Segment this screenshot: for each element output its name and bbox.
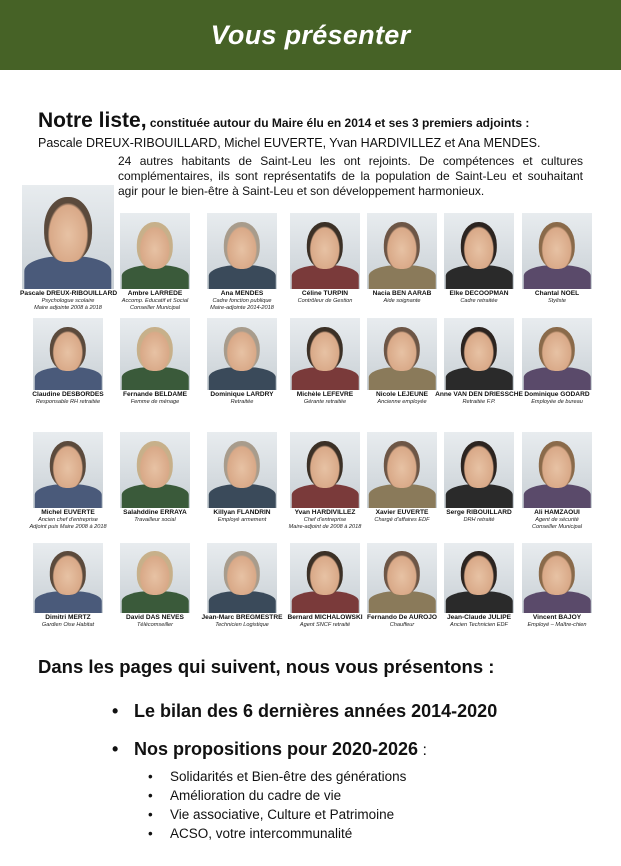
- portrait-face: [137, 327, 173, 372]
- portrait-face: [307, 222, 343, 269]
- candidate-card: [194, 213, 290, 312]
- candidate-name: Ana MENDES: [220, 290, 264, 297]
- portrait-face: [539, 222, 575, 269]
- adjoints-line: Pascale DREUX-RIBOUILLARD, Michel EUVERTE, Yvan HARDIVILLEZ et Ana MENDES.: [38, 136, 541, 150]
- bullet-propositions-colon: :: [418, 742, 427, 759]
- candidate-name: Claudine DESBORDES: [32, 391, 104, 398]
- candidate-card: [107, 213, 203, 312]
- portrait-face: [307, 551, 343, 594]
- candidate-name: Fernande BELDAME: [122, 391, 188, 398]
- candidate-role: DRH retraité: [463, 517, 495, 523]
- candidate-name: Michèle LEFEVRE: [296, 391, 354, 398]
- intro-heading: Notre liste,: [38, 109, 147, 132]
- portrait-face: [461, 222, 497, 269]
- candidate-role: Cadre retraitée: [460, 298, 498, 304]
- candidate-photo: [444, 543, 514, 613]
- bullet-propositions-text: Nos propositions pour 2020-2026: [134, 739, 419, 759]
- bullet-propositions: [112, 739, 427, 760]
- candidate-photo: [290, 318, 360, 390]
- portrait-face: [539, 551, 575, 594]
- candidate-card: [194, 543, 290, 629]
- candidate-photo: [33, 432, 103, 508]
- candidate-photo: [290, 213, 360, 289]
- candidate-role: Maire-adjoint de 2008 à 2018: [288, 524, 362, 530]
- candidate-role: Agent de sécurité: [535, 517, 579, 523]
- candidate-photo: [207, 213, 277, 289]
- candidate-name: Elke DECOOPMAN: [449, 290, 509, 297]
- candidate-name: Dominique LARDRY: [210, 391, 274, 398]
- candidate-photo: [522, 543, 592, 613]
- list-item: • Solidarités et Bien-être des générations: [148, 769, 407, 784]
- list-item: • Vie associative, Culture et Patrimoine: [148, 807, 395, 822]
- candidate-photo: [522, 432, 592, 508]
- candidate-photo: [207, 543, 277, 613]
- candidate-photo: [33, 318, 103, 390]
- candidate-name: Dimitri MERTZ: [45, 614, 91, 621]
- candidate-card: [194, 432, 290, 524]
- list-item: • ACSO, votre intercommunalité: [148, 826, 353, 841]
- candidate-name: Ali HAMZAOUI: [534, 509, 580, 516]
- candidate-name: Fernando De AUROJO: [366, 614, 438, 621]
- candidate-role: Employé – Maître-chien: [527, 622, 587, 628]
- bullet-dot-icon: •: [148, 788, 153, 803]
- intro-block: [38, 110, 598, 150]
- portrait-face: [539, 327, 575, 372]
- candidate-role: Chef d'entreprise: [303, 517, 347, 523]
- portrait-face: [137, 441, 173, 488]
- portrait-face: [224, 551, 260, 594]
- portrait-face: [224, 222, 260, 269]
- candidate-photo: [444, 318, 514, 390]
- portrait-face: [44, 197, 92, 261]
- candidate-role: Contrôleur de Gestion: [297, 298, 353, 304]
- candidate-name: Nicole LEJEUNE: [375, 391, 429, 398]
- candidate-name: Killyan FLANDRIN: [213, 509, 271, 516]
- candidate-card: [509, 318, 605, 406]
- pages-heading: Dans les pages qui suivent, nous vous présentons :: [38, 656, 495, 677]
- candidate-role: Aide soignante: [383, 298, 421, 304]
- candidate-role: Maire adjointe 2008 à 2018: [34, 305, 102, 311]
- candidate-name: Nacia BEN AARAB: [372, 290, 432, 297]
- intro-line: [38, 110, 598, 134]
- candidate-photo: [207, 318, 277, 390]
- candidate-photo: [120, 543, 190, 613]
- candidate-photo: [33, 543, 103, 613]
- candidate-role: Conseiller Municipal: [129, 305, 181, 311]
- candidate-name: Serge RIBOUILLARD: [446, 509, 512, 516]
- candidate-role: Responsable RH retraitée: [35, 399, 101, 405]
- candidate-name: Anne VAN DEN DRIESSCHE: [435, 391, 523, 398]
- candidate-card: [509, 213, 605, 305]
- candidate-role: Gardien Oise Habitat: [41, 622, 95, 628]
- candidate-photo: [120, 318, 190, 390]
- candidate-photo: [522, 213, 592, 289]
- candidate-photo: [444, 213, 514, 289]
- candidate-photo: [120, 432, 190, 508]
- candidate-name: Jean-Claude JULIPE: [446, 614, 512, 621]
- portrait-face: [384, 551, 420, 594]
- candidate-card: [509, 432, 605, 531]
- candidate-name: Vincent BAJOY: [532, 614, 582, 621]
- bullet-dot-icon: •: [148, 769, 153, 784]
- bullet-dot-icon: •: [148, 826, 153, 841]
- candidate-name: Céline TURPIN: [301, 290, 349, 297]
- candidate-name: Salahddine ERRAYA: [123, 509, 187, 516]
- portrait-face: [224, 441, 260, 488]
- candidate-photo: [367, 432, 437, 508]
- portrait-face: [137, 222, 173, 269]
- candidate-photo: [444, 432, 514, 508]
- bullet-bilan: [112, 701, 497, 722]
- bullet-dot-icon: •: [112, 701, 119, 721]
- portrait-face: [384, 441, 420, 488]
- candidate-role: Employée de bureau: [531, 399, 583, 405]
- portrait-face: [224, 327, 260, 372]
- candidate-photo: [290, 432, 360, 508]
- portrait-face: [461, 441, 497, 488]
- candidate-role: Accomp. Educatif et Social: [121, 298, 189, 304]
- candidate-card: [194, 318, 290, 406]
- candidate-photo: [367, 543, 437, 613]
- candidate-name: Chantal NOEL: [534, 290, 580, 297]
- candidate-name: Jean-Marc BREGMESTRE: [201, 614, 283, 621]
- candidate-name: Ambre LARREDE: [127, 290, 183, 297]
- candidate-role: Chauffeur: [389, 622, 415, 628]
- portrait-face: [50, 441, 86, 488]
- candidate-card: [107, 543, 203, 629]
- bullet-bilan-text: Le bilan des 6 dernières années 2014-2020: [134, 701, 498, 721]
- candidate-card: [20, 543, 116, 629]
- portrait-face: [137, 551, 173, 594]
- title-banner: [0, 0, 621, 70]
- candidate-photo: [367, 318, 437, 390]
- candidate-card: [20, 432, 116, 531]
- candidate-role: Cadre fonction publique: [212, 298, 272, 304]
- intro-heading-rest: constituée autour du Maire élu en 2014 et ses 3 premiers adjoints :: [146, 116, 530, 130]
- candidate-card: [107, 318, 203, 406]
- candidate-role: Styliste: [547, 298, 567, 304]
- candidate-photo: [22, 185, 114, 289]
- candidate-name: Dominique GODARD: [524, 391, 590, 398]
- candidate-role: Conseiller Municipal: [531, 524, 583, 530]
- portrait-face: [539, 441, 575, 488]
- candidate-role: Technicien Logistique: [215, 622, 269, 628]
- page-title: Vous présenter: [210, 19, 411, 50]
- candidate-role: Télécomseiller: [136, 622, 174, 628]
- candidate-role: Retraitée F.P.: [462, 399, 496, 405]
- portrait-face: [50, 551, 86, 594]
- candidate-card: [509, 543, 605, 629]
- candidate-role: Retraitée: [230, 399, 254, 405]
- candidate-role: Psychologue scolaire: [41, 298, 95, 304]
- candidate-name: Michel EUVERTE: [41, 509, 95, 516]
- candidate-photo: [367, 213, 437, 289]
- candidate-card: [107, 432, 203, 524]
- candidate-role: Ancien Technicien EDF: [450, 622, 508, 628]
- candidate-photo: [522, 318, 592, 390]
- portrait-face: [307, 441, 343, 488]
- candidate-name: Bernard MICHALOWSKI: [287, 614, 363, 621]
- candidate-role: Ancienne employée: [377, 399, 427, 405]
- portrait-face: [50, 327, 86, 372]
- candidate-photo: [207, 432, 277, 508]
- portrait-face: [461, 327, 497, 372]
- candidate-name: Yvan HARDIVILLEZ: [294, 509, 356, 516]
- bullet-dot-icon: •: [112, 739, 119, 759]
- candidate-name: Pascale DREUX-RIBOUILLARD: [20, 290, 118, 297]
- candidate-role: Travailleur social: [134, 517, 176, 523]
- list-item: • Amélioration du cadre de vie: [148, 788, 342, 803]
- candidate-role: Femme de ménage: [130, 399, 180, 405]
- bullet-dot-icon: •: [148, 807, 153, 822]
- candidate-photo: [120, 213, 190, 289]
- candidate-role: Agent SNCF retraité: [299, 622, 351, 628]
- candidate-card: [20, 185, 116, 312]
- portrait-face: [384, 222, 420, 269]
- portrait-face: [384, 327, 420, 372]
- candidate-role: Gérante retraitée: [303, 399, 347, 405]
- candidate-role: Adjoint puis Maire 2008 à 2018: [29, 524, 107, 530]
- candidate-role: Chargé d'affaires EDF: [374, 517, 430, 523]
- portrait-face: [307, 327, 343, 372]
- candidate-name: Xavier EUVERTE: [375, 509, 429, 516]
- candidate-role: Employé armement: [217, 517, 267, 523]
- candidate-role: Ancien chef d'entreprise: [38, 517, 98, 523]
- candidate-card: [20, 318, 116, 406]
- candidate-role: Maire-adjointe 2014-2018: [210, 305, 274, 311]
- candidate-photo: [290, 543, 360, 613]
- intro-paragraph: 24 autres habitants de Saint-Leu les ont rejoints. De compétences et cultures complémentaires, ils sont représentatifs de la population de Saint-Leu et souhaitant agir pour le bien-être à Saint-Leu et son développement harmonieux.: [118, 154, 583, 198]
- propositions-list: [148, 767, 406, 843]
- portrait-face: [461, 551, 497, 594]
- candidate-name: David DAS NEVES: [126, 614, 184, 621]
